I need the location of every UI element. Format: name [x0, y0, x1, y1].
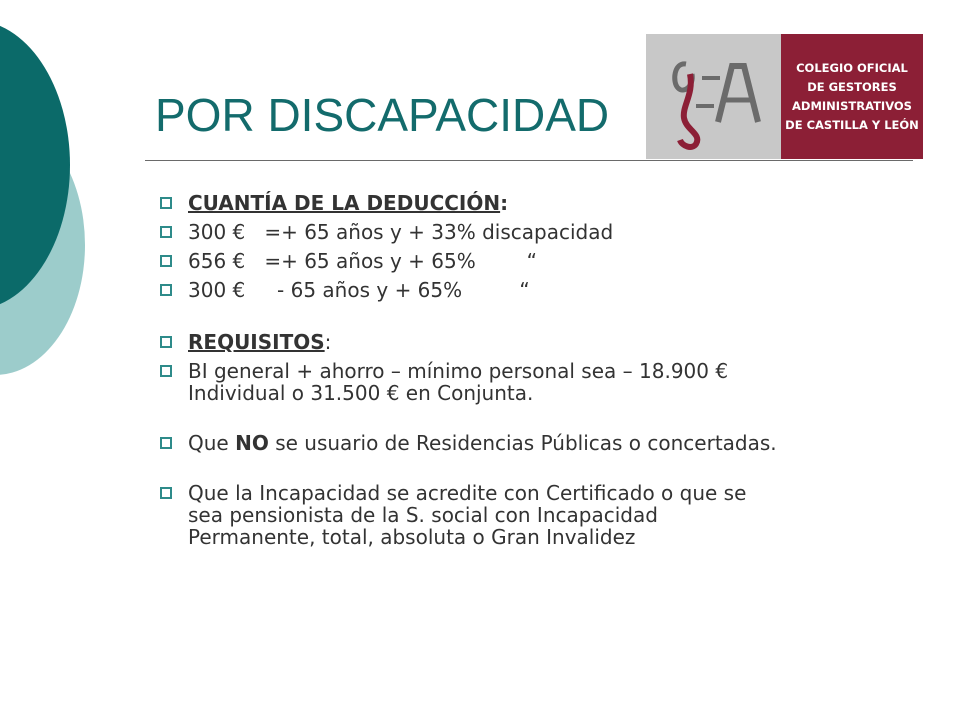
bullet-icon: [160, 226, 172, 238]
bullet-icon: [160, 365, 172, 377]
amount-line: 300 € =+ 65 años y + 33% discapacidad: [188, 220, 614, 244]
logo: [646, 34, 923, 159]
logo-mark-graphic: [646, 34, 781, 159]
requirement-line: Permanente, total, absoluta o Gran Invalidez: [188, 525, 636, 549]
bullet-icon: [160, 437, 172, 449]
bullet-icon: [160, 487, 172, 499]
logo-mark: [646, 34, 781, 159]
slide-title: POR DISCAPACIDAD: [155, 89, 610, 141]
bullet-icon: [160, 284, 172, 296]
requirement-emphasis: NO: [235, 431, 269, 455]
cuantia-heading: CUANTÍA DE LA DEDUCCIÓN: [188, 191, 501, 215]
list-item-cuantia: [160, 192, 920, 214]
requisitos-heading: REQUISITOS: [188, 330, 325, 354]
list-item-requirement-income: [160, 360, 920, 404]
requisitos-colon: :: [324, 330, 332, 354]
list-item-amount-2: [160, 250, 920, 272]
bullet-icon: [160, 336, 172, 348]
logo-text-line: COLEGIO OFICIAL: [796, 60, 908, 75]
list-item-amount-1: [160, 221, 920, 243]
logo-text-line: ADMINISTRATIVOS: [792, 98, 912, 113]
requirement-text: Que: [188, 431, 236, 455]
requirement-line: Que la Incapacidad se acredite con Certificado o que se: [188, 481, 747, 505]
bullet-icon: [160, 197, 172, 209]
list-item-requisitos: [160, 331, 920, 353]
list-item-requirement-residence: [160, 432, 920, 454]
amount-line: 300 € - 65 años y + 65% “: [188, 278, 530, 302]
logo-text: [781, 34, 923, 159]
requirement-text: se usuario de Residencias Públicas o concertadas.: [268, 431, 777, 455]
requirement-line: Individual o 31.500 € en Conjunta.: [188, 381, 534, 405]
requirement-line: sea pensionista de la S. social con Incapacidad: [188, 503, 658, 527]
logo-text-line: DE CASTILLA Y LEÓN: [785, 117, 919, 132]
bullet-icon: [160, 255, 172, 267]
logo-text-line: DE GESTORES: [807, 79, 897, 94]
title-divider: [145, 160, 913, 161]
amount-line: 656 € =+ 65 años y + 65% “: [188, 249, 537, 273]
cuantia-colon: :: [500, 191, 509, 215]
list-item-requirement-certificate: [160, 482, 920, 548]
list-item-amount-3: [160, 279, 920, 301]
bullet-list: [160, 192, 920, 548]
requirement-line: BI general + ahorro – mínimo personal sea – 18.900 €: [188, 359, 729, 383]
